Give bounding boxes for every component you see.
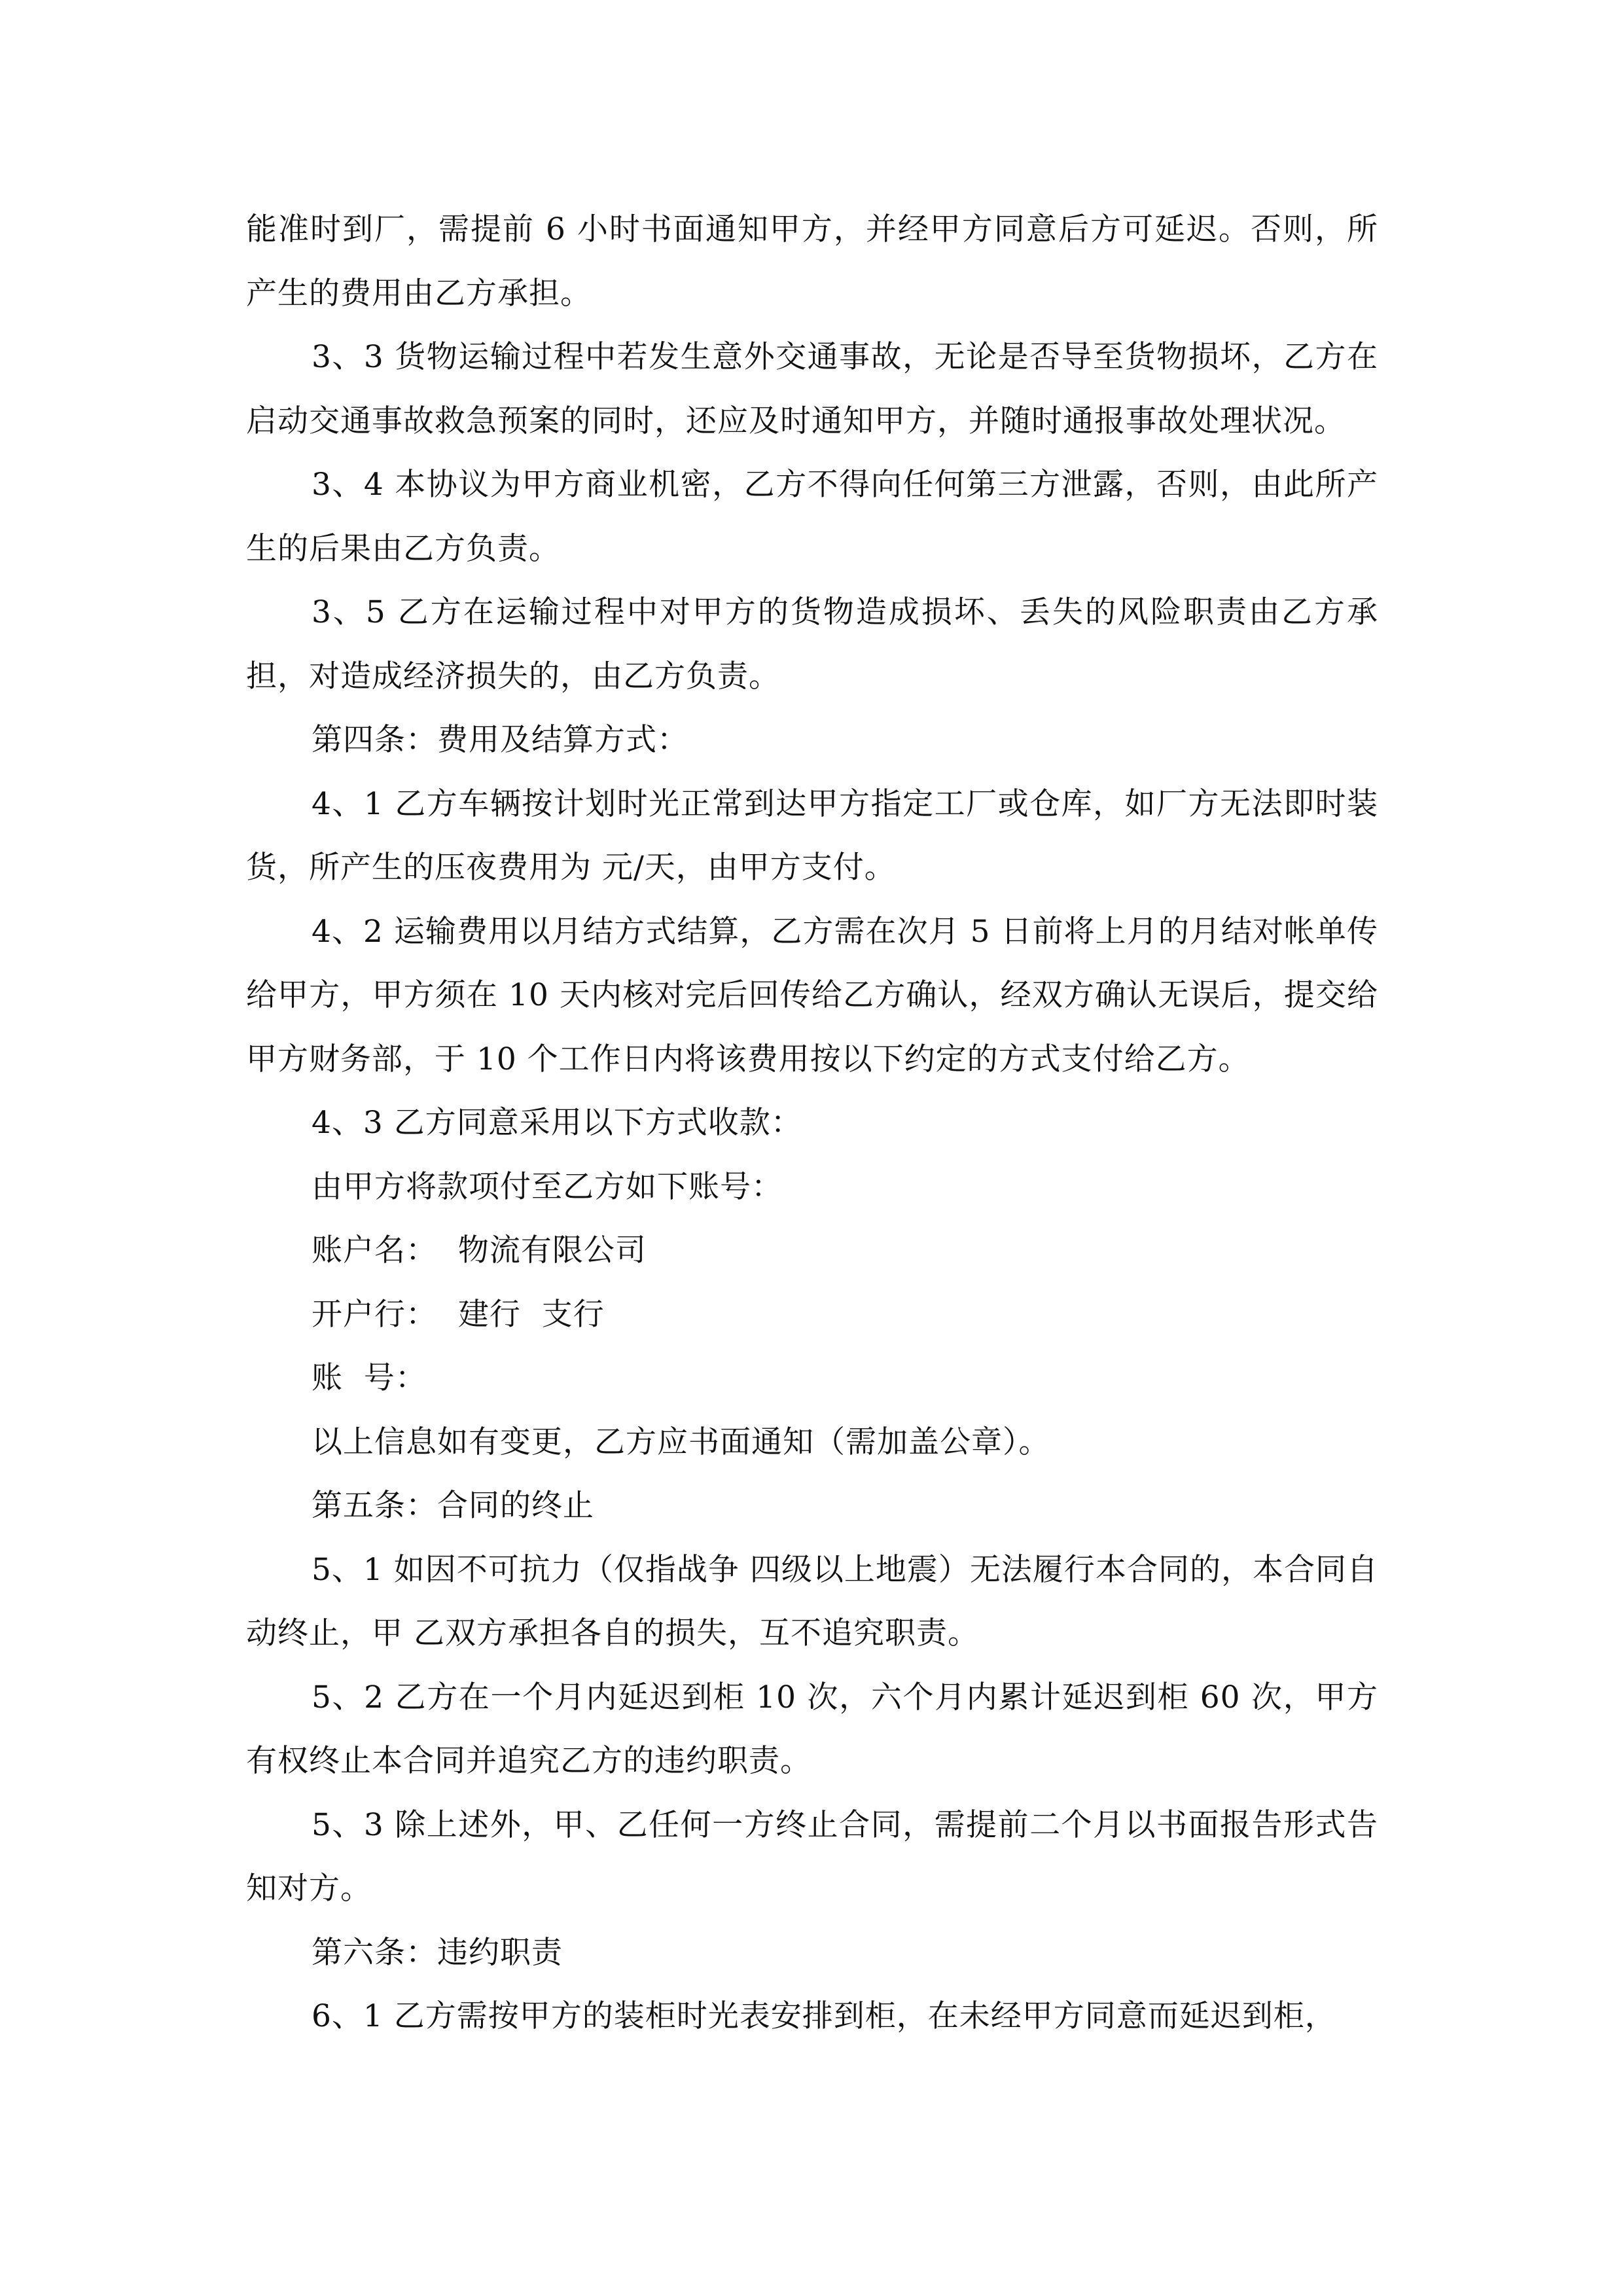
clause-6-1: 6、1 乙方需按甲方的装柜时光表安排到柜，在未经甲方同意而延迟到柜， xyxy=(312,1998,1336,2034)
payment-intro: 由甲方将款项付至乙方如下账号： xyxy=(312,1168,783,1205)
account-number-line: 账 号： xyxy=(312,1360,427,1396)
bank-line: 开户行： 建行 支行 xyxy=(312,1296,605,1333)
clause-4-2: 4、2 运输费用以月结方式结算，乙方需在次月 5 日前将上月的月结对帐单传给甲方，甲方须在 10 天内核对完后回传给乙方确认，经双方确认无误后，提交给甲方财务部，于 10 个工作日内将该费用按以下约定的方式支付给乙方。 xyxy=(246,913,1378,1077)
clause-5-3: 5、3 除上述外，甲、乙任何一方终止合同，需提前二个月以书面报告形式告知对方。 xyxy=(246,1806,1378,1907)
clause-4-1: 4、1 乙方车辆按计划时光正常到达甲方指定工厂或仓库，如厂方无法即时装货，所产生的压夜费用为 元/天，由甲方支付。 xyxy=(246,785,1378,886)
article-5-heading: 第五条：合同的终止 xyxy=(312,1488,594,1524)
clause-3-5: 3、5 乙方在运输过程中对甲方的货物造成损坏、丢失的风险职责由乙方承担，对造成经济损失的，由乙方负责。 xyxy=(246,594,1378,694)
account-name-line: 账户名： 物流有限公司 xyxy=(312,1232,647,1268)
clause-3-4: 3、4 本协议为甲方商业机密，乙方不得向任何第三方泄露，否则，由此所产生的后果由乙方负责。 xyxy=(246,467,1378,567)
clause-5-2: 5、2 乙方在一个月内延迟到柜 10 次，六个月内累计延迟到柜 60 次，甲方有权终止本合同并追究乙方的违约职责。 xyxy=(246,1679,1378,1779)
article-4-heading: 第四条：费用及结算方式： xyxy=(312,722,688,758)
clause-3-3: 3、3 货物运输过程中若发生意外交通事故，无论是否导至货物损坏，乙方在启动交通事故救急预案的同时，还应及时通知甲方，并随时通报事故处理状况。 xyxy=(246,339,1378,439)
document-body xyxy=(246,198,1378,2049)
clause-5-1: 5、1 如因不可抗力（仅指战争 四级以上地震）无法履行本合同的，本合同自动终止，甲 乙双方承担各自的损失，互不追究职责。 xyxy=(246,1551,1378,1651)
clause-4-3: 4、3 乙方同意采用以下方式收款： xyxy=(312,1105,802,1141)
article-6-heading: 第六条：违约职责 xyxy=(312,1934,563,1971)
paragraph-continuation: 能准时到厂，需提前 6 小时书面通知甲方，并经甲方同意后方可延迟。否则，所产生的费用由乙方承担。 xyxy=(246,211,1378,312)
change-notice: 以上信息如有变更，乙方应书面通知（需加盖公章）。 xyxy=(312,1424,1050,1460)
